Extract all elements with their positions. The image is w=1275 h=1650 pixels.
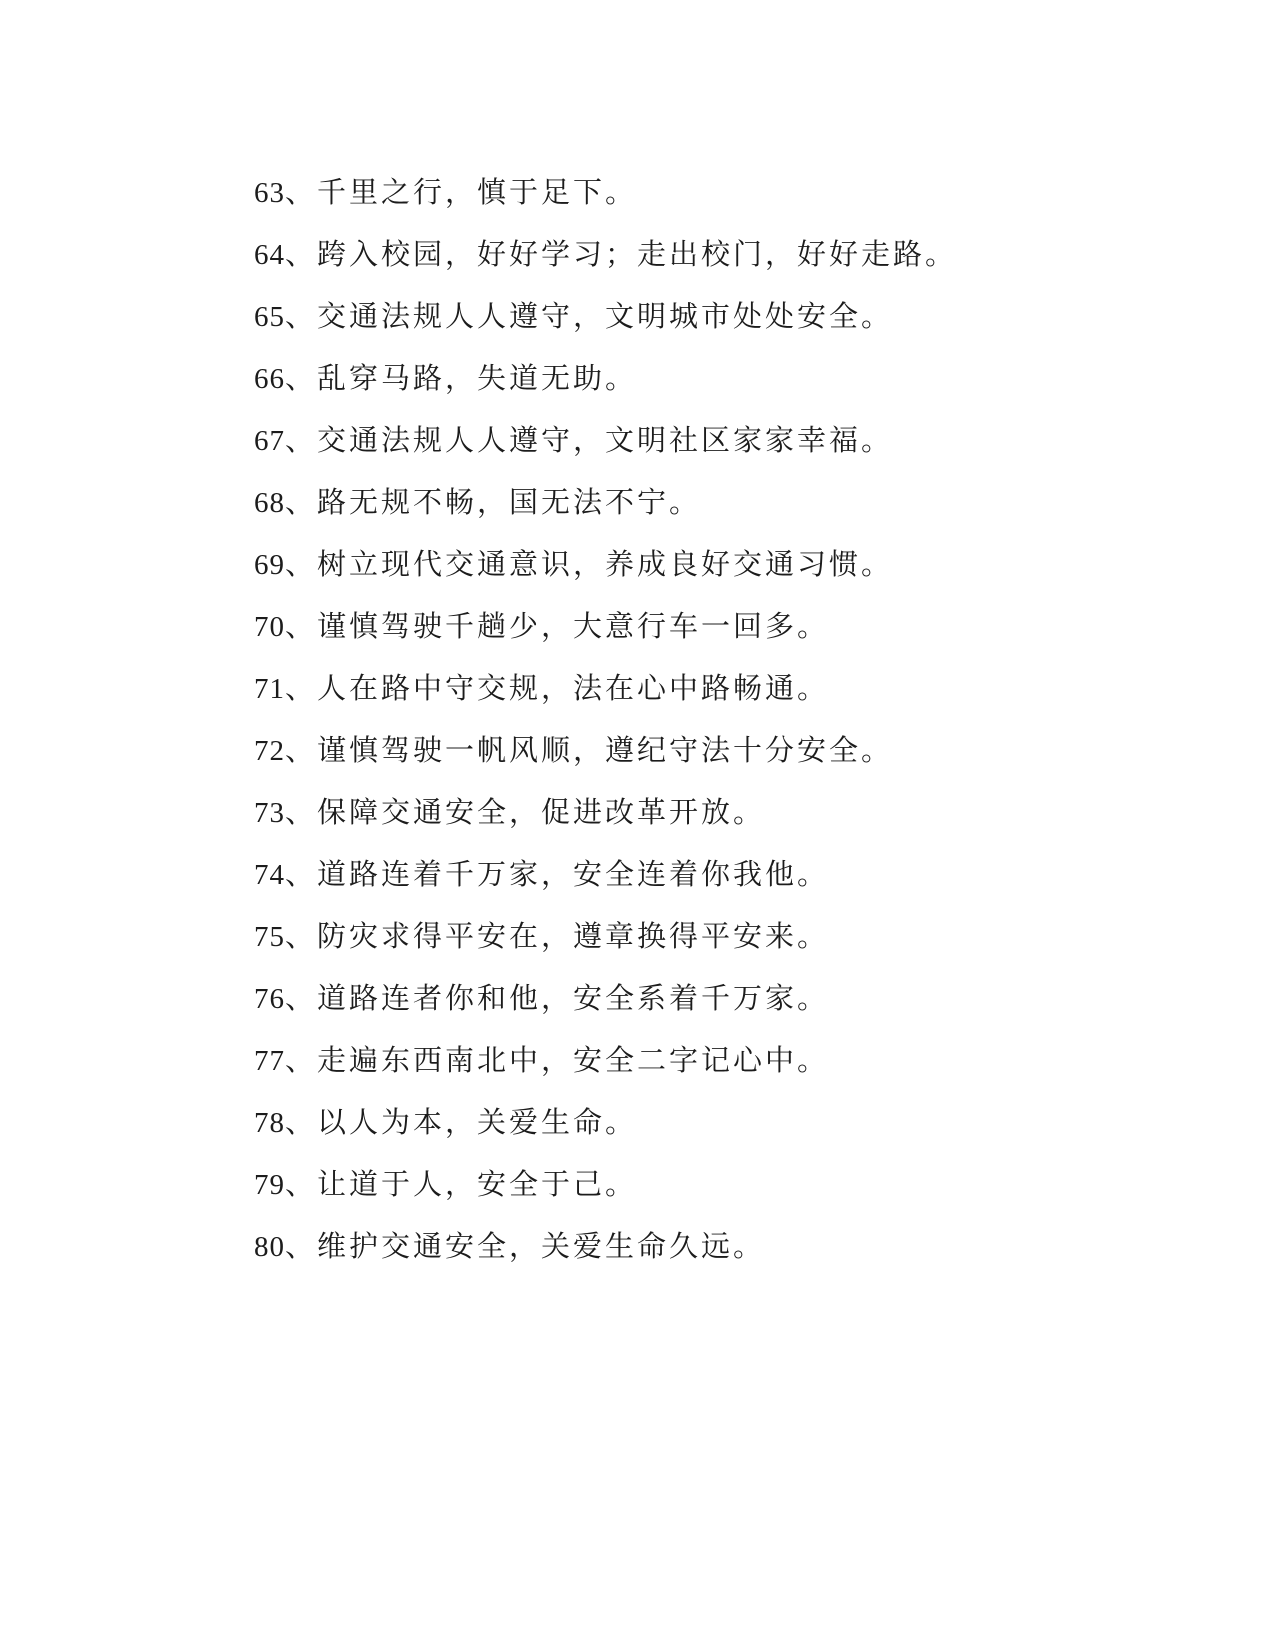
item-text: 道路连者你和他，安全系着千万家。 — [317, 983, 830, 1015]
item-text: 乱穿马路，失道无助。 — [317, 363, 638, 395]
item-number: 68 — [254, 487, 285, 519]
item-number: 64 — [254, 239, 285, 271]
item-separator: 、 — [285, 487, 318, 519]
item-text: 谨慎驾驶一帆风顺，遵纪守法十分安全。 — [317, 735, 894, 767]
item-number: 70 — [254, 611, 285, 643]
item-text: 人在路中守交规，法在心中路畅通。 — [317, 673, 830, 705]
item-number: 66 — [254, 363, 285, 395]
item-separator: 、 — [285, 301, 318, 333]
item-separator: 、 — [285, 1169, 318, 1201]
list-item — [254, 968, 957, 1030]
item-number: 80 — [254, 1231, 285, 1263]
item-separator: 、 — [285, 549, 318, 581]
list-item — [254, 1030, 957, 1092]
item-text: 防灾求得平安在，遵章换得平安来。 — [317, 921, 830, 953]
list-item — [254, 348, 957, 410]
item-number: 75 — [254, 921, 285, 953]
item-text: 交通法规人人遵守，文明城市处处安全。 — [317, 301, 894, 333]
list-item — [254, 162, 957, 224]
item-separator: 、 — [285, 735, 318, 767]
list-item — [254, 844, 957, 906]
item-number: 65 — [254, 301, 285, 333]
item-separator: 、 — [285, 177, 318, 209]
item-separator: 、 — [285, 363, 318, 395]
item-number: 72 — [254, 735, 285, 767]
item-text: 保障交通安全，促进改革开放。 — [317, 797, 766, 829]
item-separator: 、 — [285, 797, 318, 829]
item-text: 路无规不畅，国无法不宁。 — [317, 487, 702, 519]
item-text: 千里之行，慎于足下。 — [317, 177, 638, 209]
item-text: 走遍东西南北中，安全二字记心中。 — [317, 1045, 830, 1077]
item-number: 76 — [254, 983, 285, 1015]
list-item — [254, 1092, 957, 1154]
item-separator: 、 — [285, 859, 318, 891]
item-number: 69 — [254, 549, 285, 581]
item-text: 以人为本，关爱生命。 — [317, 1107, 638, 1139]
item-separator: 、 — [285, 425, 318, 457]
item-text: 树立现代交通意识，养成良好交通习惯。 — [317, 549, 894, 581]
item-text: 谨慎驾驶千趟少，大意行车一回多。 — [317, 611, 830, 643]
list-item — [254, 658, 957, 720]
item-number: 71 — [254, 673, 285, 705]
item-separator: 、 — [285, 983, 318, 1015]
item-separator: 、 — [285, 1045, 318, 1077]
list-item — [254, 1216, 957, 1278]
item-separator: 、 — [285, 1107, 318, 1139]
item-number: 74 — [254, 859, 285, 891]
list-item — [254, 410, 957, 472]
item-text: 道路连着千万家，安全连着你我他。 — [317, 859, 830, 891]
item-separator: 、 — [285, 239, 318, 271]
item-text: 让道于人，安全于己。 — [317, 1169, 638, 1201]
list-item — [254, 720, 957, 782]
list-item — [254, 534, 957, 596]
item-number: 67 — [254, 425, 285, 457]
list-item — [254, 472, 957, 534]
item-text: 维护交通安全，关爱生命久远。 — [317, 1231, 766, 1263]
item-number: 63 — [254, 177, 285, 209]
item-number: 78 — [254, 1107, 285, 1139]
item-separator: 、 — [285, 921, 318, 953]
item-separator: 、 — [285, 1231, 318, 1263]
list-item — [254, 596, 957, 658]
item-text: 交通法规人人遵守，文明社区家家幸福。 — [317, 425, 894, 457]
item-number: 77 — [254, 1045, 285, 1077]
slogan-list — [254, 162, 957, 1278]
list-item — [254, 782, 957, 844]
item-text: 跨入校园，好好学习；走出校门，好好走路。 — [317, 239, 958, 271]
list-item — [254, 224, 957, 286]
list-item — [254, 906, 957, 968]
item-number: 79 — [254, 1169, 285, 1201]
list-item — [254, 286, 957, 348]
list-item — [254, 1154, 957, 1216]
item-number: 73 — [254, 797, 285, 829]
item-separator: 、 — [285, 673, 318, 705]
item-separator: 、 — [285, 611, 318, 643]
